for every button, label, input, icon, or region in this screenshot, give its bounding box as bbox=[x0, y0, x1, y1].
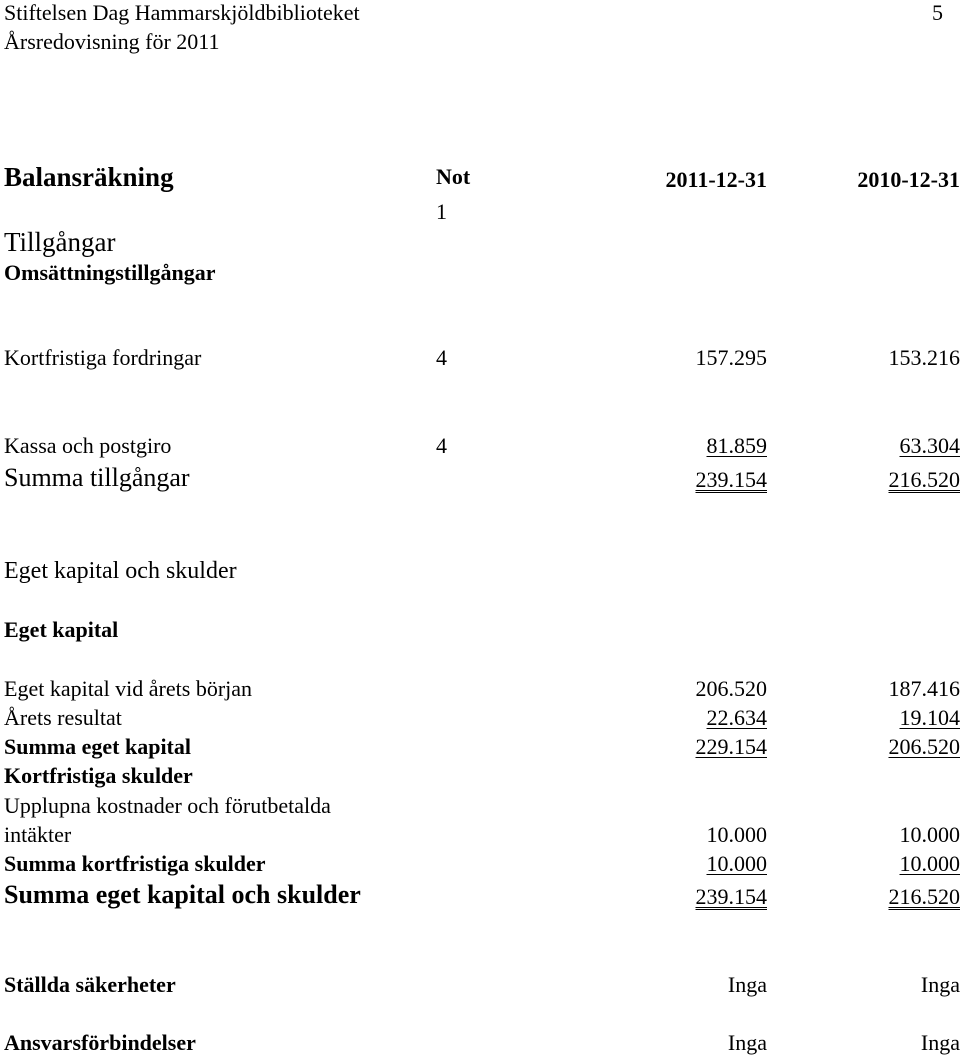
liability-row-value-2011: 10.000 bbox=[706, 822, 767, 847]
equity-liabilities-heading: Eget kapital och skulder bbox=[4, 558, 237, 584]
contingent-liabilities-2011: Inga bbox=[727, 1030, 767, 1055]
grand-total-label: Summa eget kapital och skulder bbox=[4, 880, 361, 909]
organization-name: Stiftelsen Dag Hammarskjöldbiblioteket bbox=[4, 0, 360, 25]
current-assets-heading: Omsättningstillgångar bbox=[4, 260, 216, 285]
total-short-term-liabilities-2010: 10.000 bbox=[899, 851, 960, 876]
equity-row-label: Eget kapital vid årets början bbox=[4, 676, 253, 701]
equity-row-value-2011: 22.634 bbox=[706, 705, 767, 730]
total-assets-2010: 216.520 bbox=[888, 467, 960, 492]
column-header-2010: 2010-12-31 bbox=[857, 167, 960, 192]
page-number: 5 bbox=[932, 0, 943, 25]
asset-row-note: 4 bbox=[436, 433, 447, 458]
short-term-liabilities-heading: Kortfristiga skulder bbox=[4, 763, 193, 788]
pledged-assets-label: Ställda säkerheter bbox=[4, 972, 176, 997]
assets-heading: Tillgångar bbox=[4, 227, 116, 257]
equity-row-label: Årets resultat bbox=[4, 705, 122, 730]
total-short-term-liabilities-label: Summa kortfristiga skulder bbox=[4, 851, 266, 876]
liability-row-label-line2: intäkter bbox=[4, 822, 72, 847]
equity-row-value-2010: 187.416 bbox=[888, 676, 960, 701]
asset-row-value-2010: 153.216 bbox=[888, 345, 960, 370]
asset-row-value-2011: 157.295 bbox=[695, 345, 767, 370]
total-equity-2010: 206.520 bbox=[888, 734, 960, 759]
asset-row-value-2010: 63.304 bbox=[899, 433, 960, 458]
balance-sheet-title: Balansräkning bbox=[4, 162, 174, 192]
asset-row-value-2011: 81.859 bbox=[706, 433, 767, 458]
asset-row-label: Kassa och postgiro bbox=[4, 433, 172, 458]
liability-row-value-2010: 10.000 bbox=[899, 822, 960, 847]
grand-total-2011: 239.154 bbox=[695, 884, 767, 909]
asset-row-note: 4 bbox=[436, 345, 447, 370]
contingent-liabilities-2010: Inga bbox=[920, 1030, 960, 1055]
total-equity-label: Summa eget kapital bbox=[4, 734, 191, 759]
liability-row-label-line1: Upplupna kostnader och förutbetalda bbox=[4, 793, 331, 818]
total-equity-2011: 229.154 bbox=[695, 734, 767, 759]
grand-total-2010: 216.520 bbox=[888, 884, 960, 909]
report-title: Årsredovisning för 2011 bbox=[4, 29, 220, 54]
equity-row-value-2010: 19.104 bbox=[899, 705, 960, 730]
total-assets-2011: 239.154 bbox=[695, 467, 767, 492]
total-short-term-liabilities-2011: 10.000 bbox=[706, 851, 767, 876]
asset-row-label: Kortfristiga fordringar bbox=[4, 345, 202, 370]
note-column-header: Not bbox=[436, 164, 471, 189]
total-assets-label: Summa tillgångar bbox=[4, 463, 190, 492]
contingent-liabilities-label: Ansvarsförbindelser bbox=[4, 1030, 196, 1055]
pledged-assets-2010: Inga bbox=[920, 972, 960, 997]
equity-row-value-2011: 206.520 bbox=[695, 676, 767, 701]
column-header-2011: 2011-12-31 bbox=[665, 167, 767, 192]
equity-heading: Eget kapital bbox=[4, 617, 119, 642]
pledged-assets-2011: Inga bbox=[727, 972, 767, 997]
note-column-reference: 1 bbox=[436, 199, 447, 224]
